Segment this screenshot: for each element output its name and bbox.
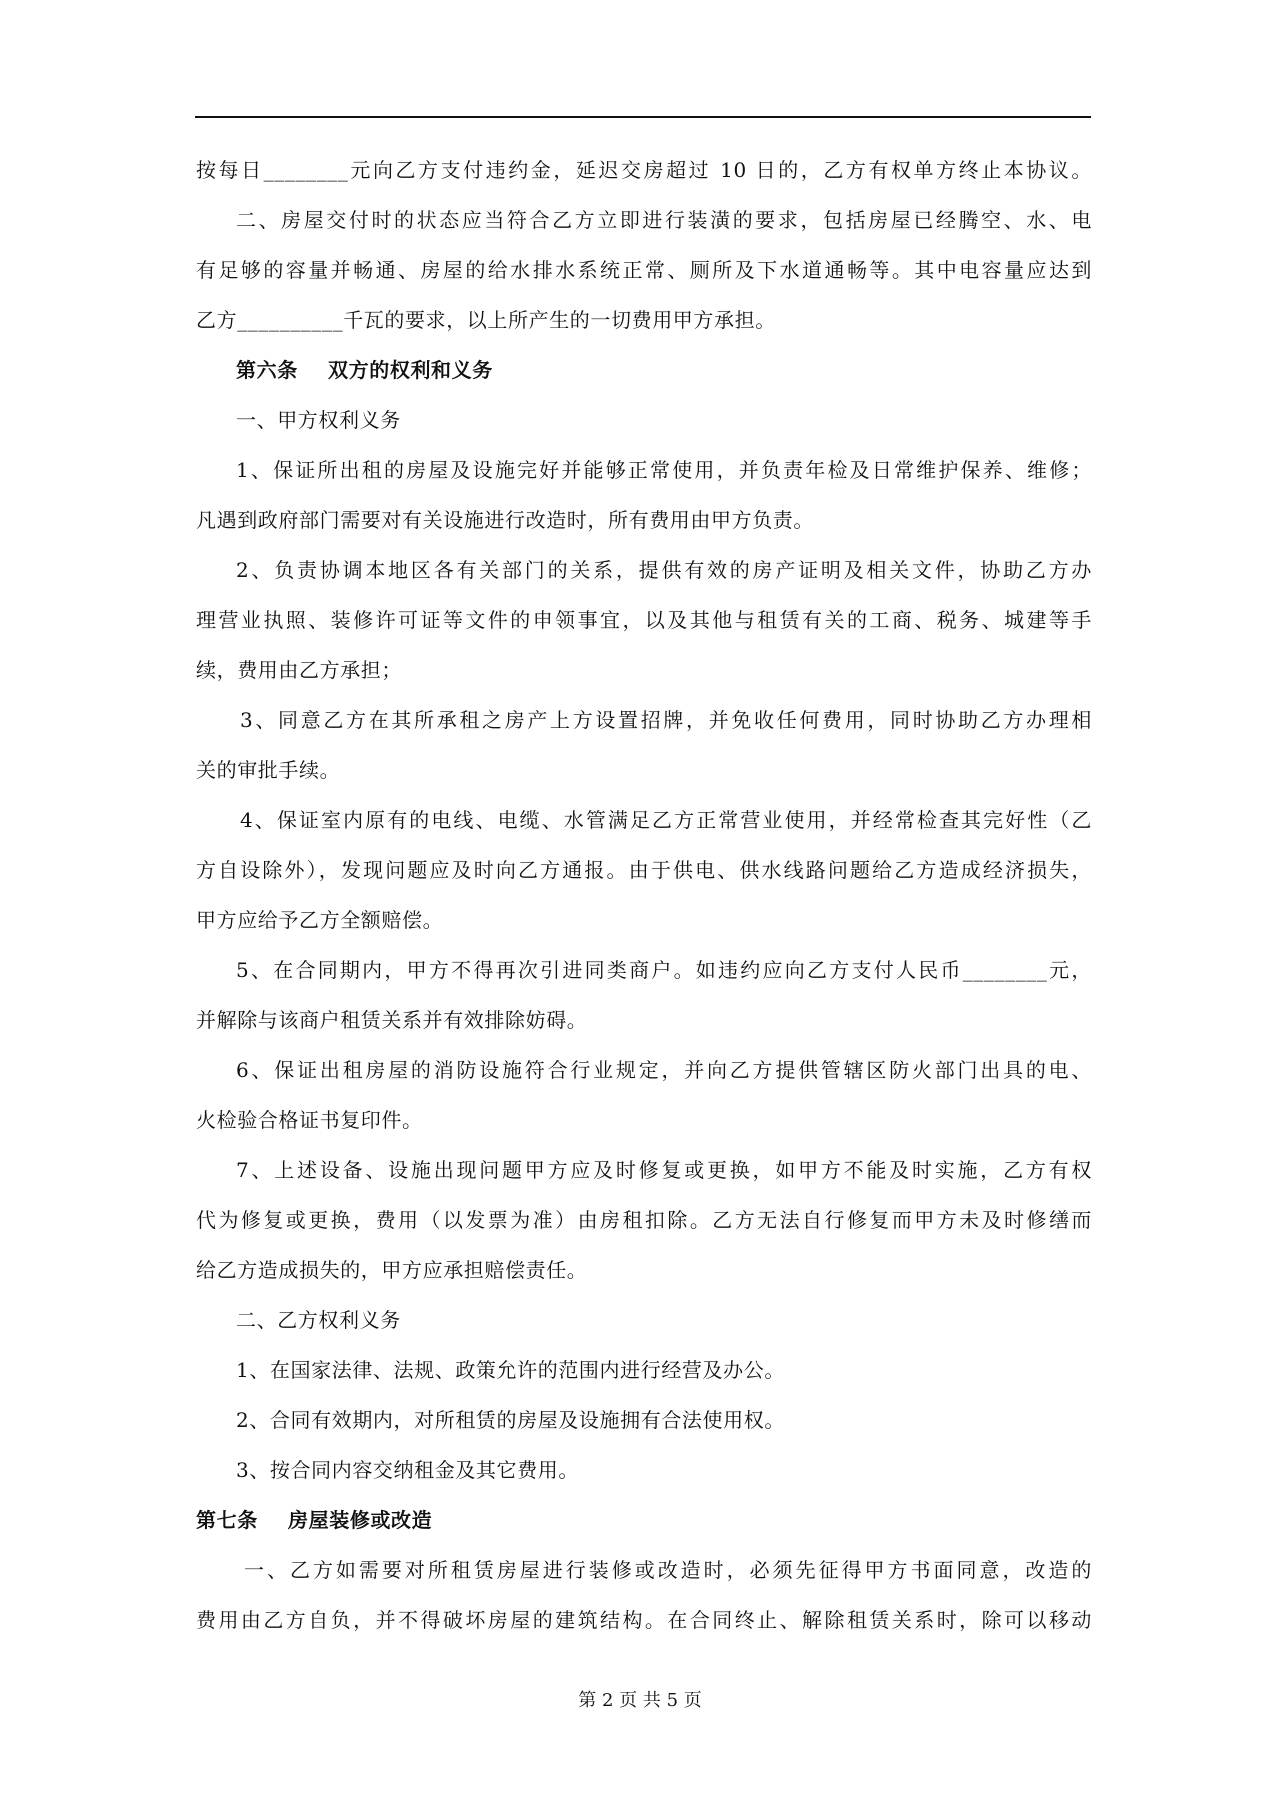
- paragraph-line: 6、保证出租房屋的消防设施符合行业规定，并向乙方提供管辖区防火部门出具的电、: [236, 1058, 1092, 1082]
- paragraph-line: 方自设除外），发现问题应及时向乙方通报。由于供电、供水线路问题给乙方造成经济损失，: [196, 858, 1092, 882]
- paragraph-line: 凡遇到政府部门需要对有关设施进行改造时，所有费用由甲方负责。: [196, 508, 814, 532]
- document-body: [196, 158, 1092, 1658]
- paragraph-line: 1、在国家法律、法规、政策允许的范围内进行经营及办公。: [236, 1358, 785, 1382]
- paragraph-line: 给乙方造成损失的，甲方应承担赔偿责任。: [196, 1258, 588, 1282]
- paragraph-line: 一、乙方如需要对所租赁房屋进行装修或改造时，必须先征得甲方书面同意，改造的: [244, 1558, 1092, 1582]
- paragraph-line: 二、房屋交付时的状态应当符合乙方立即进行装潢的要求，包括房屋已经腾空、水、电: [236, 208, 1092, 232]
- page-number-footer: 第 2 页 共 5 页: [578, 1690, 702, 1711]
- paragraph-line: 乙方__________千瓦的要求，以上所产生的一切费用甲方承担。: [196, 308, 776, 332]
- paragraph-line: 3、同意乙方在其所承租之房产上方设置招牌，并免收任何费用，同时协助乙方办理相: [240, 708, 1092, 732]
- paragraph-line: 有足够的容量并畅通、房屋的给水排水系统正常、厕所及下水道通畅等。其中电容量应达到: [196, 258, 1092, 282]
- paragraph-line: 费用由乙方自负，并不得破坏房屋的建筑结构。在合同终止、解除租赁关系时，除可以移动: [196, 1608, 1092, 1632]
- paragraph-line: 3、按合同内容交纳租金及其它费用。: [236, 1458, 579, 1482]
- paragraph-line: 4、保证室内原有的电线、电缆、水管满足乙方正常营业使用，并经常检查其完好性（乙: [240, 808, 1092, 832]
- paragraph-line: 7、上述设备、设施出现问题甲方应及时修复或更换，如甲方不能及时实施，乙方有权: [236, 1158, 1092, 1182]
- subsection-heading: 一、甲方权利义务: [236, 408, 401, 432]
- paragraph-line: 并解除与该商户租赁关系并有效排除妨碍。: [196, 1008, 588, 1032]
- header-rule: [195, 116, 1091, 118]
- paragraph-line: 甲方应给予乙方全额赔偿。: [196, 908, 444, 932]
- section-heading: 第七条 房屋装修或改造: [196, 1508, 433, 1532]
- paragraph-line: 理营业执照、装修许可证等文件的申领事宜，以及其他与租赁有关的工商、税务、城建等手: [196, 608, 1092, 632]
- paragraph-line: 1、保证所出租的房屋及设施完好并能够正常使用，并负责年检及日常维护保养、维修；: [236, 458, 1092, 482]
- paragraph-line: 按每日________元向乙方支付违约金，延迟交房超过 10 日的，乙方有权单方终止本协议。: [196, 158, 1092, 182]
- section-heading: 第六条 双方的权利和义务: [236, 358, 493, 382]
- subsection-heading: 二、乙方权利义务: [236, 1308, 401, 1332]
- paragraph-line: 代为修复或更换，费用（以发票为准）由房租扣除。乙方无法自行修复而甲方未及时修缮而: [196, 1208, 1092, 1232]
- paragraph-line: 关的审批手续。: [196, 758, 341, 782]
- paragraph-line: 续，费用由乙方承担；: [196, 658, 402, 682]
- paragraph-line: 2、负责协调本地区各有关部门的关系，提供有效的房产证明及相关文件，协助乙方办: [236, 558, 1092, 582]
- paragraph-line: 5、在合同期内，甲方不得再次引进同类商户。如违约应向乙方支付人民币________元，: [236, 958, 1092, 982]
- paragraph-line: 火检验合格证书复印件。: [196, 1108, 423, 1132]
- paragraph-line: 2、合同有效期内，对所租赁的房屋及设施拥有合法使用权。: [236, 1408, 785, 1432]
